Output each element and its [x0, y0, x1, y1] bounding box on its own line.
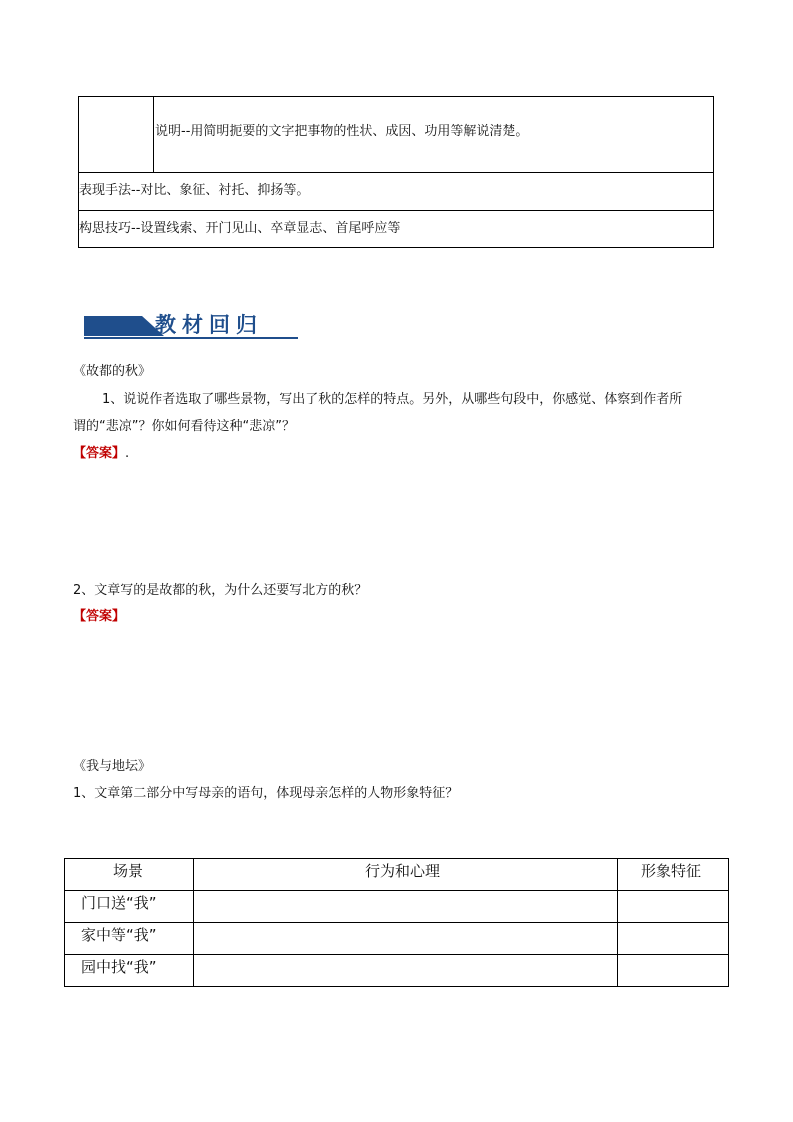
answer-label: 【答案】 [73, 609, 126, 624]
table-header: 行为和心理 [365, 862, 441, 880]
question-line: 2、文章写的是故都的秋，为什么还要写北方的秋？ [73, 583, 368, 598]
section-banner-bar [84, 316, 142, 336]
table-cell-text: 构思技巧--设置线索、开门见山、卒章显志、首尾呼应等 [79, 221, 401, 236]
answer-label-text: 【答案】 [73, 446, 126, 461]
question-line: 谓的“悲凉”？你如何看待这种“悲凉”？ [73, 419, 295, 434]
table-divider [65, 890, 728, 891]
table-header: 形象特征 [641, 862, 702, 880]
answer-suffix: . [125, 446, 130, 461]
table-header: 场景 [113, 862, 144, 880]
question-line: 1、说说作者选取了哪些景物，写出了秋的怎样的特点。另外，从哪些句段中，你感觉、体察到作者所 [102, 392, 683, 407]
table-cell-text: 说明--用简明扼要的文字把事物的性状、成因、功用等解说清楚。 [155, 124, 529, 139]
table-row [79, 211, 713, 247]
question-line: 1、文章第二部分中写母亲的语句，体现母亲怎样的人物形象特征？ [73, 786, 459, 801]
table-cell-scene: 门口送“我” [81, 894, 157, 912]
table-cell-text: 表现手法--对比、象征、衬托、抑扬等。 [79, 183, 310, 198]
table-row [79, 173, 713, 211]
section-title: 教材回归 [155, 313, 263, 337]
text-title: 《我与地坛》 [73, 759, 152, 774]
table-row [79, 97, 713, 173]
table-cell-scene: 园中找“我” [81, 958, 157, 976]
answer-label [73, 445, 129, 462]
text-title: 《故都的秋》 [73, 364, 152, 379]
section-underline [84, 337, 298, 339]
scene-table [64, 858, 729, 987]
table-cell-empty [79, 97, 154, 172]
table-cell-scene: 家中等“我” [81, 926, 157, 944]
table-divider [65, 922, 728, 923]
table-divider [65, 954, 728, 955]
top-table [78, 96, 714, 248]
